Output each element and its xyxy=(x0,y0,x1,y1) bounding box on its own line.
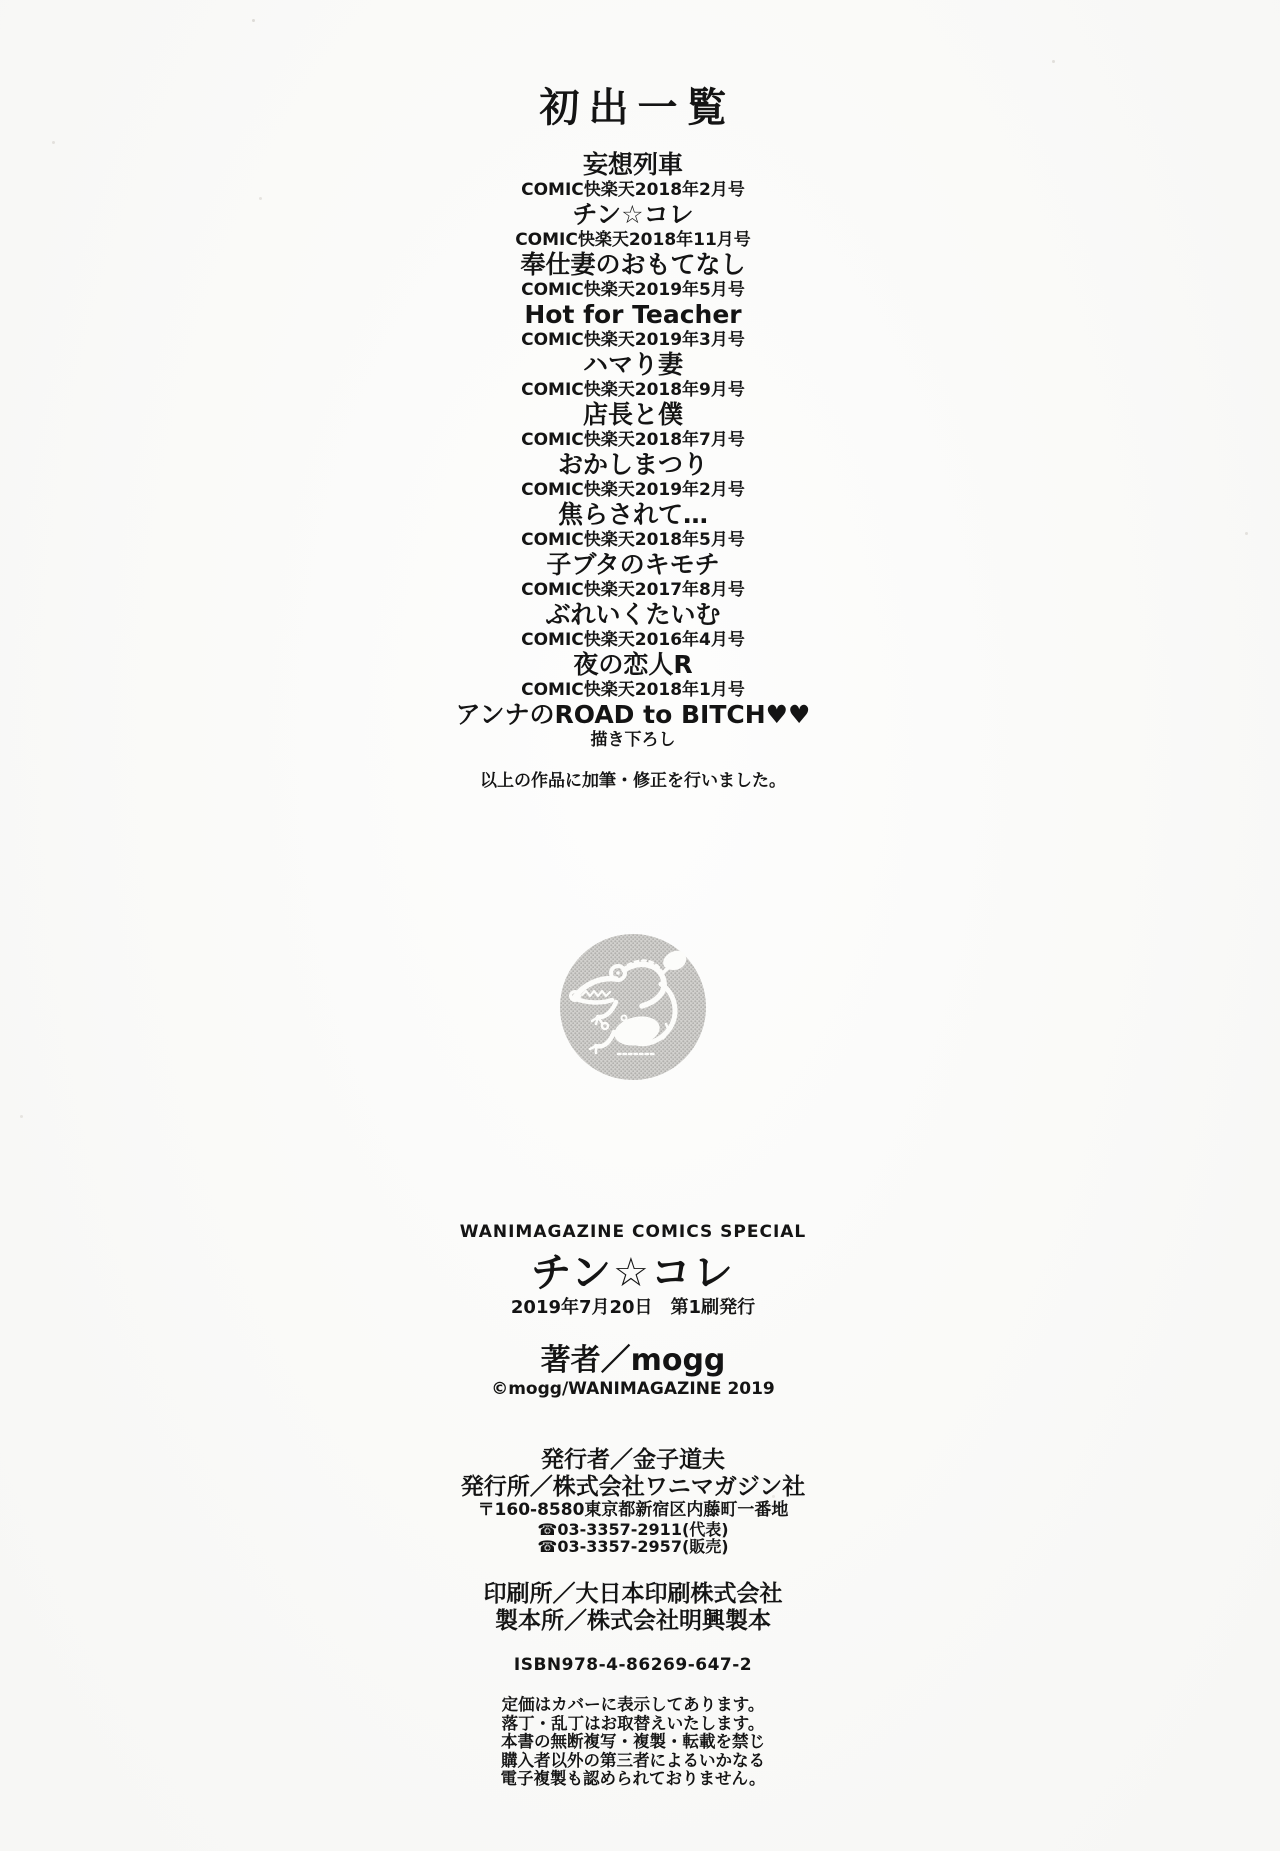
legal-notice-line: 電子複製も認められておりません。 xyxy=(500,1769,766,1789)
work-source: COMIC快楽天2019年2月号 xyxy=(521,480,745,500)
work-source: COMIC快楽天2016年4月号 xyxy=(521,630,745,650)
wanimagazine-crocodile-logo-icon xyxy=(558,932,708,1082)
work-title: アンナのROAD to BITCH♥♥ xyxy=(455,700,811,729)
copyright-line: ©mogg/WANIMAGAZINE 2019 xyxy=(491,1379,775,1399)
work-source: COMIC快楽天2018年9月号 xyxy=(521,380,745,400)
edition-line: 2019年7月20日 第1刷発行 xyxy=(510,1297,756,1318)
work-source: COMIC快楽天2018年5月号 xyxy=(521,530,745,550)
work-item xyxy=(0,601,1266,651)
legal-notice xyxy=(0,1696,1266,1789)
work-source: COMIC快楽天2018年2月号 xyxy=(521,180,745,200)
isbn-line: ISBN978-4-86269-647-2 xyxy=(513,1655,753,1675)
work-title: チン☆コレ xyxy=(572,200,694,229)
work-title: 子ブタのキモチ xyxy=(546,550,720,579)
phone-sales-line: ☎03-3357-2957(販売) xyxy=(537,1537,729,1556)
work-source: COMIC快楽天2018年7月号 xyxy=(521,430,745,450)
work-title: 店長と僕 xyxy=(582,400,683,429)
book-title: チン☆コレ xyxy=(531,1250,735,1296)
binder-line: 製本所／株式会社明興製本 xyxy=(495,1608,771,1634)
work-item xyxy=(0,451,1266,501)
revision-note: 以上の作品に加筆・修正を行いました。 xyxy=(480,771,786,791)
work-item xyxy=(0,301,1266,351)
work-source: 描き下ろし xyxy=(590,730,676,750)
publisher-logo xyxy=(0,932,1266,1082)
legal-notice-line: 購入者以外の第三者によるいかなる xyxy=(501,1750,765,1770)
work-title: ハマり妻 xyxy=(582,350,683,379)
work-title: おかしまつり xyxy=(557,450,708,479)
work-title: 夜の恋人R xyxy=(573,650,693,679)
legal-notice-line: 本書の無断複写・複製・転載を禁じ xyxy=(501,1732,765,1752)
page-title: 初出一覧 xyxy=(539,85,736,131)
imprint-line: WANIMAGAZINE COMICS SPECIAL xyxy=(459,1222,807,1242)
publisher-address-line: 〒160-8580東京都新宿区内藤町一番地 xyxy=(477,1500,789,1520)
work-source: COMIC快楽天2018年1月号 xyxy=(521,680,745,700)
legal-notice-line: 定価はカバーに表示してあります。 xyxy=(501,1695,765,1714)
work-source: COMIC快楽天2019年5月号 xyxy=(521,280,745,300)
work-item xyxy=(0,351,1266,401)
work-item xyxy=(0,651,1266,701)
work-item xyxy=(0,201,1266,251)
work-title: 焦らされて… xyxy=(557,500,708,529)
publisher-person-line: 発行者／金子道夫 xyxy=(541,1447,725,1473)
work-item xyxy=(0,251,1266,301)
work-title: 妄想列車 xyxy=(582,150,683,179)
work-source: COMIC快楽天2018年11月号 xyxy=(515,230,751,250)
work-item xyxy=(0,701,1266,751)
work-title: ぶれいくたいむ xyxy=(545,600,721,629)
work-item xyxy=(0,401,1266,451)
work-source: COMIC快楽天2017年8月号 xyxy=(521,580,745,600)
author-line: 著者／mogg xyxy=(540,1343,726,1378)
work-item xyxy=(0,551,1266,601)
phone-main-line: ☎03-3357-2911(代表) xyxy=(537,1520,729,1539)
printer-line: 印刷所／大日本印刷株式会社 xyxy=(483,1581,783,1607)
work-item xyxy=(0,501,1266,551)
work-title: Hot for Teacher xyxy=(524,300,742,329)
legal-notice-line: 落丁・乱丁はお取替えいたします。 xyxy=(501,1713,765,1733)
work-source: COMIC快楽天2019年3月号 xyxy=(521,330,745,350)
works-list xyxy=(0,151,1266,751)
publisher-company-line: 発行所／株式会社ワニマガジン社 xyxy=(460,1474,806,1500)
work-item xyxy=(0,151,1266,201)
work-title: 奉仕妻のおもてなし xyxy=(520,250,746,279)
